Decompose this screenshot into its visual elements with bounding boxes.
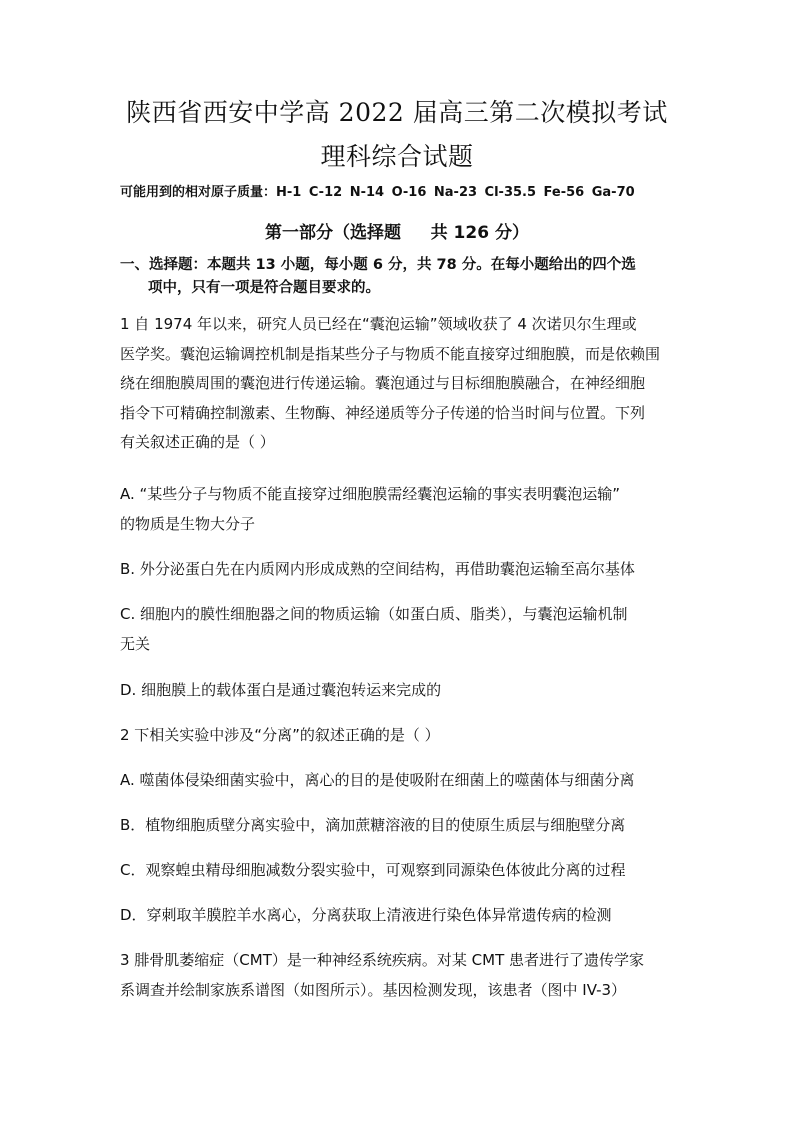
question-1-option-c [120,600,680,659]
question-3-stem [120,946,680,1005]
part-heading: 第一部分（选择题 共 126 分） [265,223,529,243]
option-line: A. “某些分子与物质不能直接穿过细胞膜需经囊泡运输的事实表明囊泡运输” [120,485,621,503]
option-line: B．植物细胞质壁分离实验中，滴加蔗糖溶液的目的使原生质层与细胞壁分离 [120,816,626,834]
atomic-masses-note: 可能用到的相对原子质量：H-1 C-12 N-14 O-16 Na-23 Cl-35.5 Fe-56 Ga-70 [120,185,635,200]
exam-subtitle: 理科综合试题 [320,142,474,171]
question-1-option-b [120,555,680,585]
question-2-option-d [120,901,680,931]
section-instructions [120,254,680,300]
option-line: 无关 [120,634,151,653]
instruction-line: 项中，只有一项是符合题目要求的。 [148,280,380,296]
option-line: D. 细胞膜上的载体蛋白是通过囊泡转运来完成的 [120,681,442,699]
instruction-line: 一、选择题：本题共 13 小题，每小题 6 分，共 78 分。在每小题给出的四个选 [120,257,636,273]
option-line: C. 细胞内的膜性细胞器之间的物质运输（如蛋白质、脂类），与囊泡运输机制 [120,605,628,623]
stem-line: 有关叙述正确的是（ ） [120,433,275,451]
question-2-stem [120,721,680,751]
option-line: D．穿刺取羊膜腔羊水离心，分离获取上清液进行染色体异常遗传病的检测 [120,906,612,924]
question-2-option-c [120,856,680,886]
option-line: A. 噬菌体侵染细菌实验中，离心的目的是使吸附在细菌上的噬菌体与细菌分离 [120,771,635,789]
option-line: C．观察蝗虫精母细胞减数分裂实验中，可观察到同源染色体彼此分离的过程 [120,861,626,879]
stem-line: 3 腓骨肌萎缩症（CMT）是一种神经系统疾病。对某 CMT 患者进行了遗传学家 [120,951,645,969]
option-line: 的物质是生物大分子 [120,514,256,533]
stem-line: 绕在细胞膜周围的囊泡进行传递运输。囊泡通过与目标细胞膜融合，在神经细胞 [120,374,646,392]
question-2-option-b [120,811,680,841]
question-1-stem [120,310,680,458]
stem-line: 1 自 1974 年以来，研究人员已经在“囊泡运输”领域收获了 4 次诺贝尔生理或 [120,315,637,333]
question-1-option-d [120,676,680,706]
stem-line: 指令下可精确控制激素、生物酶、神经递质等分子传递的恰当时间与位置。下列 [120,403,646,422]
question-2-option-a [120,766,680,796]
option-line: B. 外分泌蛋白先在内质网内形成成熟的空间结构，再借助囊泡运输至高尔基体 [120,560,635,578]
stem-line: 医学奖。囊泡运输调控机制是指某些分子与物质不能直接穿过细胞膜，而是依赖围 [120,344,661,363]
question-1-option-a [120,480,680,539]
stem-line: 系调查并绘制家族系谱图（如图所示）。基因检测发现，该患者（图中 IV-3） [120,980,627,999]
exam-title: 陕西省西安中学高 2022 届高三第二次模拟考试 [126,98,668,127]
stem-line: 2 下相关实验中涉及“分离”的叙述正确的是（ ） [120,726,440,744]
